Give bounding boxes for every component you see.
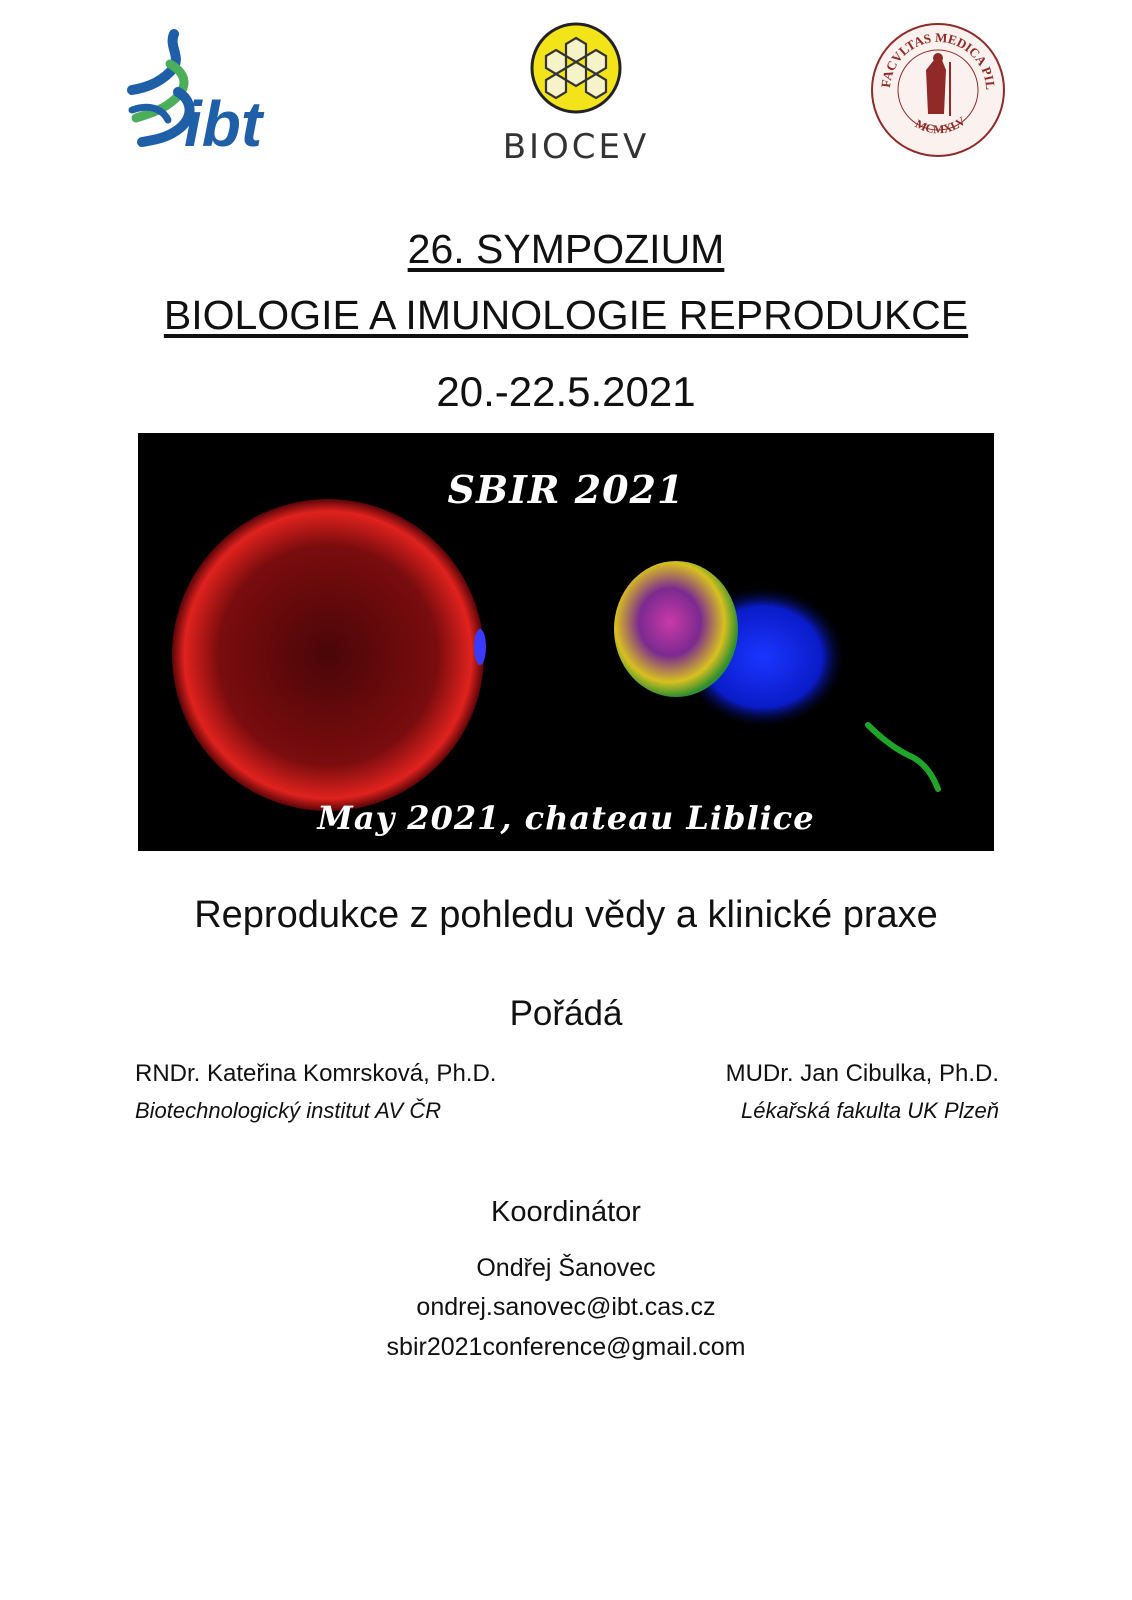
symposium-subject: BIOLOGIE A IMUNOLOGIE REPRODUKCE	[163, 292, 969, 338]
organizer-right-name: MUDr. Jan Cibulka, Ph.D.	[725, 1060, 999, 1087]
hero-subtitle: May 2021, chateau Liblice	[317, 799, 815, 837]
biocev-logo	[492, 12, 660, 170]
organizers-heading: Pořádá	[509, 994, 623, 1033]
svg-text:BIOCEV: BIOCEV	[502, 127, 650, 167]
organizer-left-name: RNDr. Kateřina Komrsková, Ph.D.	[135, 1060, 497, 1087]
red-oocyte-shape	[172, 499, 484, 811]
ibt-logo	[118, 28, 294, 160]
faculty-seal-logo	[868, 20, 1008, 160]
organizer-right-affiliation: Lékařská fakulta UK Plzeň	[740, 1098, 999, 1123]
event-dates: 20.-22.5.2021	[436, 368, 696, 415]
coordinator-email-link[interactable]: ondrej.sanovec@ibt.cas.cz	[416, 1293, 716, 1321]
conference-email-link[interactable]: sbir2021conference@gmail.com	[386, 1333, 746, 1361]
svg-text:MCMXLV: MCMXLV	[913, 113, 969, 137]
hero-title: SBIR 2021	[447, 467, 685, 512]
svg-text:FACVLTAS MEDICA PILSNENSIS: FACVLTAS MEDICA PIL	[877, 29, 999, 91]
symposium-theme: Reprodukce z pohledu vědy a klinické praxe	[194, 894, 938, 936]
hero-image	[138, 433, 994, 851]
organizer-left-affiliation: Biotechnologický institut AV ČR	[135, 1098, 442, 1123]
coordinator-heading: Koordinátor	[491, 1196, 641, 1228]
svg-text:ibt: ibt	[184, 88, 263, 160]
sperm-head-shape	[614, 561, 738, 697]
coordinator-name: Ondřej Šanovec	[476, 1254, 656, 1282]
symposium-title: 26. SYMPOZIUM	[407, 226, 725, 272]
